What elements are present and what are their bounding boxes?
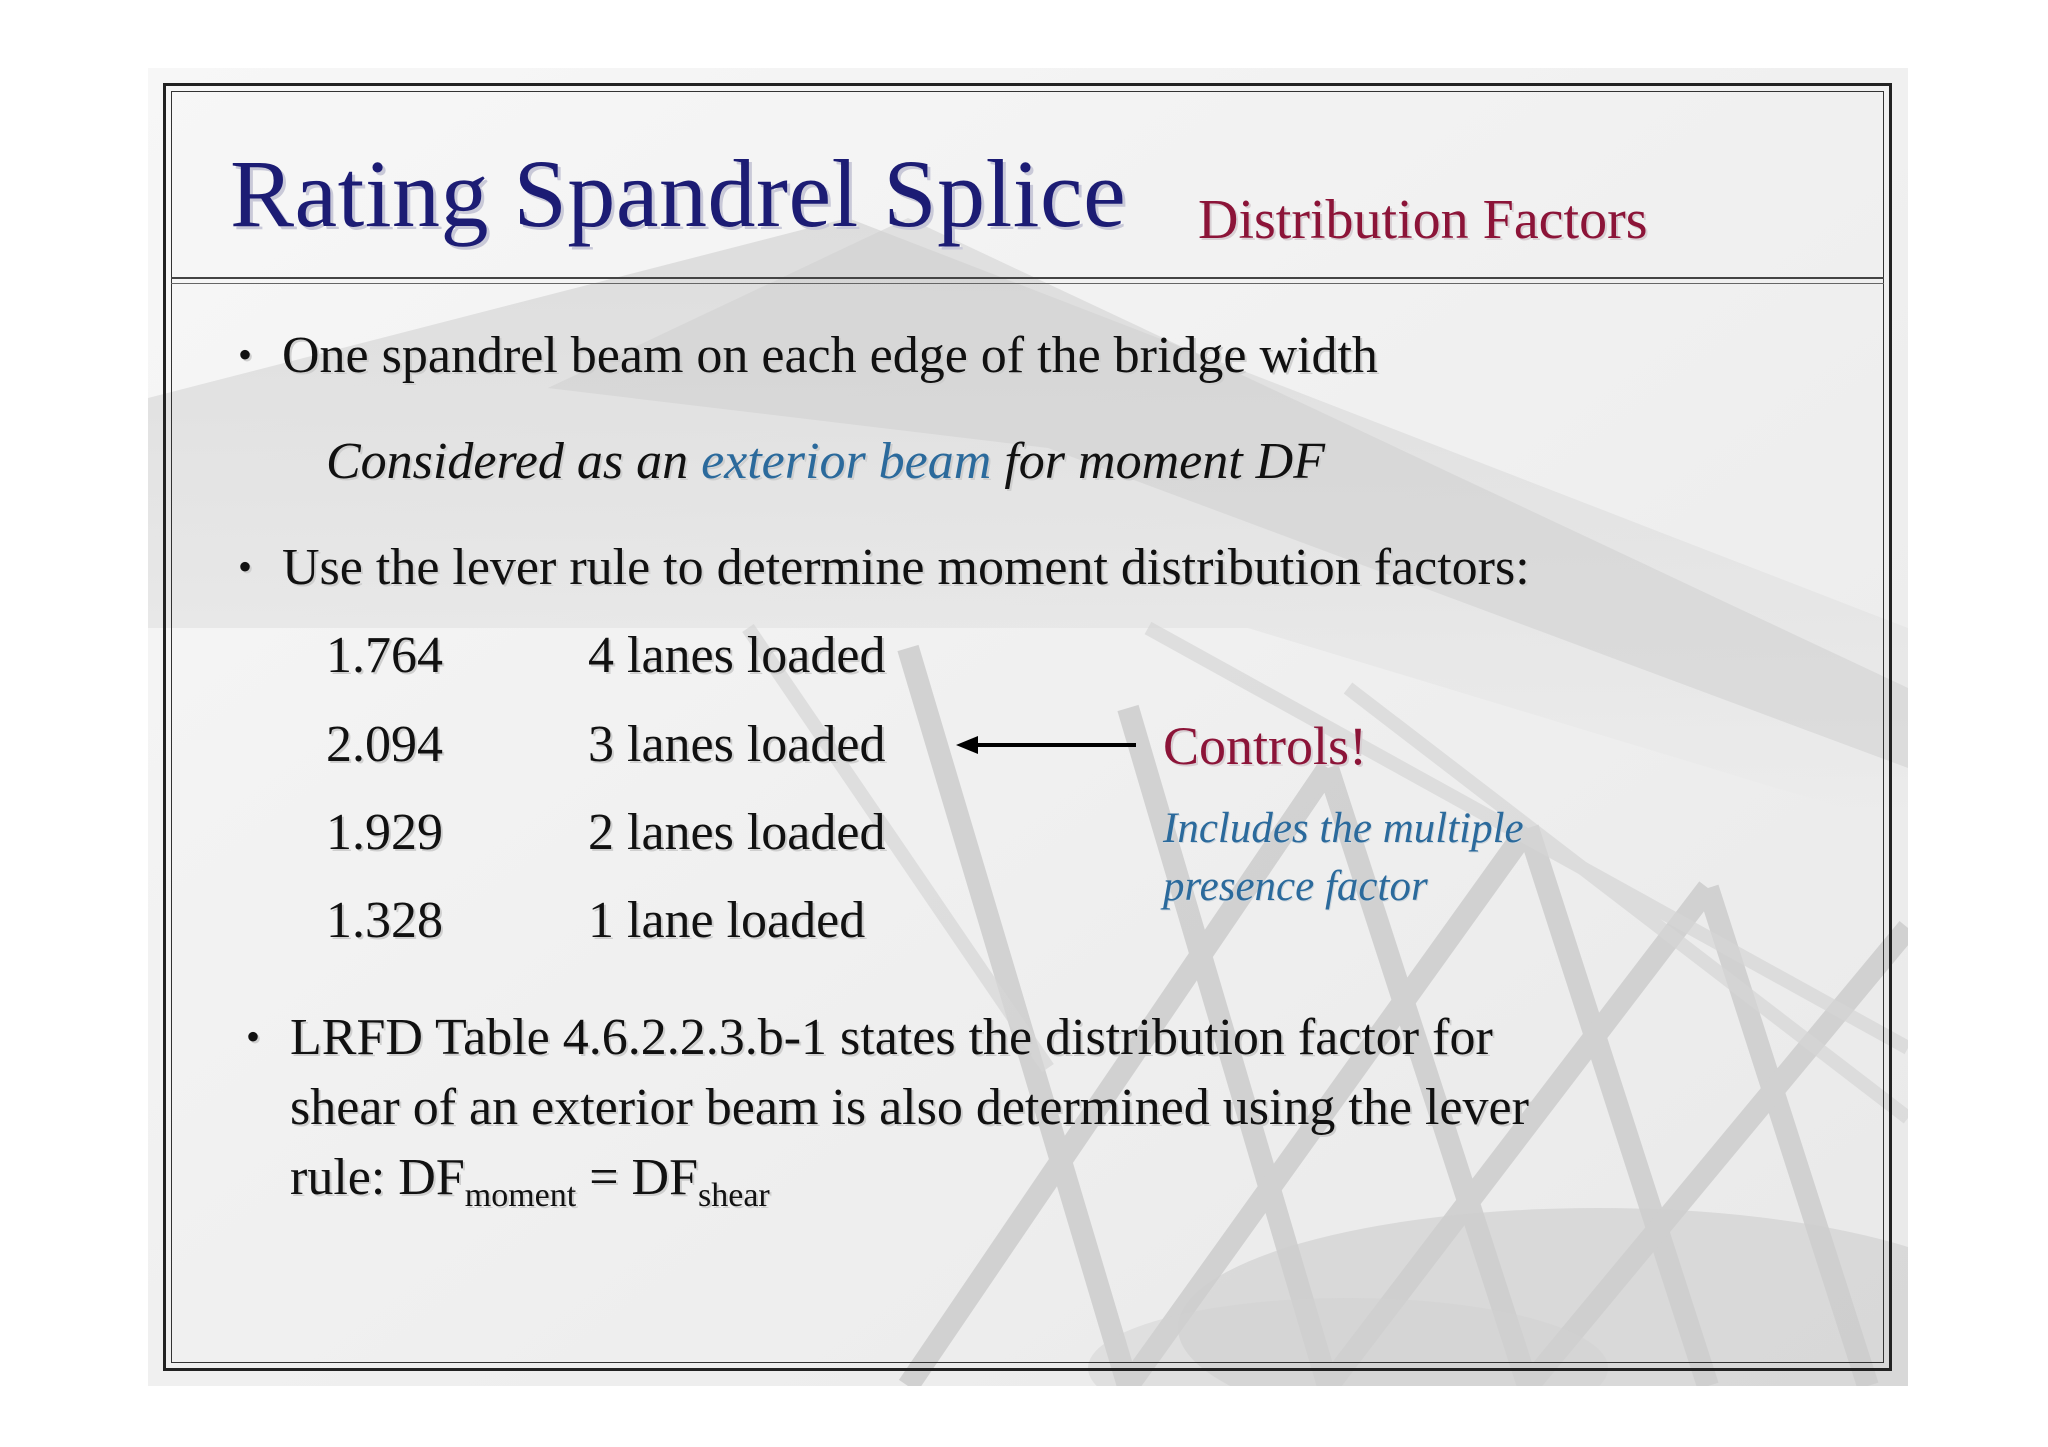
bullet-1-text: One spandrel beam on each edge of the bridge width	[282, 327, 1378, 384]
df-value-row-2: 2.094	[326, 716, 443, 773]
bullet-3-line-1: LRFD Table 4.6.2.2.3.b-1 states the distribution factor for	[290, 1009, 1493, 1066]
bullet-1-note	[326, 432, 1325, 491]
bullet-1-note-highlight: exterior beam	[701, 433, 992, 490]
bullet-1-note-post: for moment DF	[1004, 433, 1325, 490]
controls-callout: Controls!	[1163, 716, 1368, 776]
df-label-row-1: 4 lanes loaded	[588, 627, 886, 684]
bullet-3-rule-prefix: rule: DF	[290, 1149, 465, 1206]
bullet-marker-1: •	[238, 332, 253, 377]
multiple-presence-note	[1163, 800, 1524, 916]
df-label-row-2: 3 lanes loaded	[588, 716, 886, 773]
title-divider-secondary	[171, 283, 1884, 284]
df-value-row-4: 1.328	[326, 892, 443, 949]
bullet-3-line-2: shear of an exterior beam is also determined using the lever	[290, 1079, 1529, 1136]
title-divider	[171, 277, 1884, 279]
bullet-marker-3: •	[246, 1014, 261, 1059]
note-line-1: Includes the multiple	[1163, 805, 1524, 852]
bullet-3-equals: = DF	[576, 1149, 699, 1206]
subscript-shear: shear	[698, 1177, 770, 1214]
bullet-marker-2: •	[238, 544, 253, 589]
df-label-row-4: 1 lane loaded	[588, 892, 866, 949]
slide-title: Rating Spandrel Splice	[230, 140, 1127, 247]
bullet-3-line-3	[290, 1148, 770, 1215]
df-label-row-3: 2 lanes loaded	[588, 804, 886, 861]
bullet-2-text: Use the lever rule to determine moment distribution factors:	[282, 539, 1530, 596]
subscript-moment: moment	[464, 1177, 577, 1214]
slide-subtitle: Distribution Factors	[1198, 189, 1648, 251]
note-line-2: presence factor	[1163, 863, 1428, 910]
left-arrow-icon	[956, 730, 1140, 760]
bullet-1-note-pre: Considered as an	[326, 433, 689, 490]
df-value-row-3: 1.929	[326, 804, 443, 861]
df-value-row-1: 1.764	[326, 627, 443, 684]
